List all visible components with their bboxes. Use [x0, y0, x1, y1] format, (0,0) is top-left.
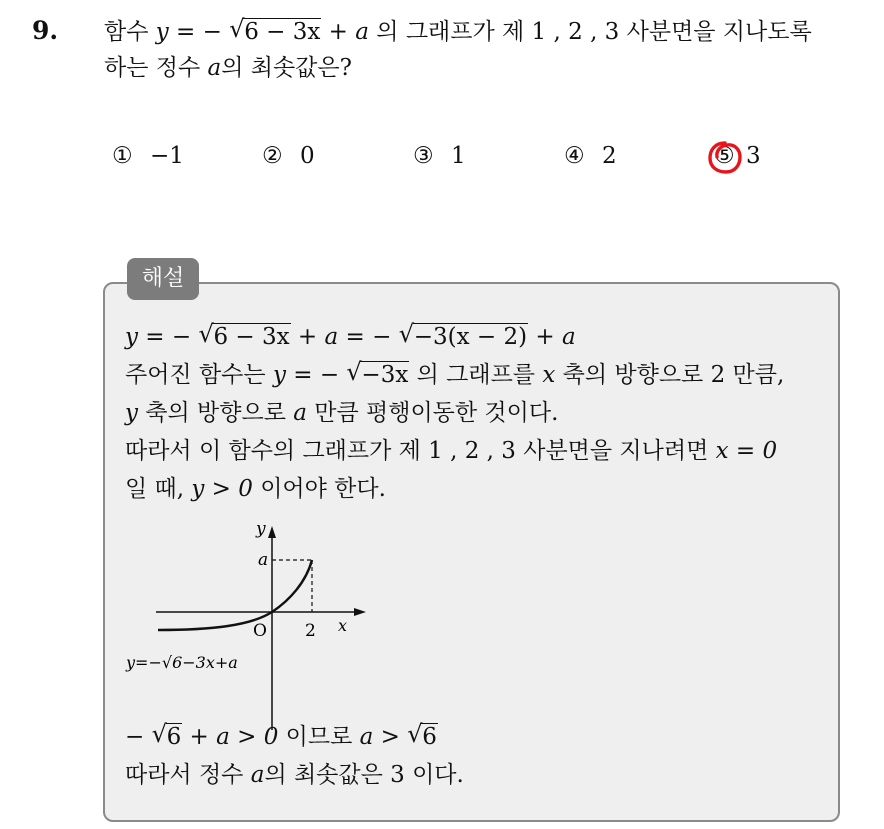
sol-l1-sqrt2 — [399, 318, 528, 356]
solution-line-4 — [125, 432, 830, 470]
sol-l1-rad2: −3(x − 2) — [413, 324, 528, 350]
sol-l2-b: y = − — [272, 362, 347, 388]
sol-l2-d: x — [542, 362, 556, 388]
sol-l6-d: a > — [359, 724, 408, 750]
sol-l2-c: 의 그래프를 — [409, 362, 543, 388]
sol-l1-c: + a — [528, 324, 576, 350]
option-2-value: 0 — [299, 143, 315, 169]
solution-line-1 — [125, 318, 830, 356]
question-intro: 함수 — [104, 19, 156, 45]
sol-l4-a: 따라서 이 함수의 그래프가 제 1 , 2 , 3 사분면을 지나려면 — [125, 438, 716, 464]
sol-l3-b: 축의 방향으로 — [138, 400, 294, 426]
option-3-value: 1 — [450, 143, 466, 169]
sol-l1-sqrt1 — [198, 318, 290, 356]
question-line-1 — [104, 14, 864, 50]
solution-line-5 — [125, 470, 830, 508]
x-tick-label: 2 — [305, 621, 316, 641]
sol-l6-c: 이므로 — [278, 724, 360, 750]
option-1-marker: ① — [112, 143, 133, 169]
solution-line-2 — [125, 356, 830, 394]
sol-l3-c: a — [293, 400, 307, 426]
sol-l3-d: 만큼 평행이동한 것이다. — [306, 400, 559, 426]
option-2[interactable] — [262, 143, 315, 169]
sol-l2-rad: −3x — [361, 362, 409, 388]
sol-l6-sqrt2 — [407, 718, 438, 756]
solution-conclusion — [125, 718, 830, 794]
option-4-value: 2 — [601, 143, 617, 169]
sol-l7-c: 의 최솟값은 3 이다. — [264, 762, 464, 788]
function-graph — [120, 518, 370, 738]
sol-l1-rad1: 6 − 3x — [213, 324, 290, 350]
origin-label: O — [253, 621, 267, 641]
option-3[interactable] — [413, 143, 466, 169]
solution-line-6 — [125, 718, 830, 756]
answer-circle-mark — [706, 138, 744, 176]
y-tick-label: a — [258, 550, 269, 570]
option-5-marker: ⑤ — [714, 143, 735, 169]
sol-l1-a: y = − — [125, 324, 199, 350]
sol-l6-rad: 6 — [166, 724, 182, 750]
func-sqrt — [229, 14, 321, 50]
sol-l4-b: x = 0 — [715, 438, 778, 464]
solution-tag: 해설 — [127, 258, 199, 300]
option-2-marker: ② — [262, 143, 283, 169]
option-4-marker: ④ — [564, 143, 585, 169]
func-plus: + — [321, 19, 356, 45]
sol-l6-a: − — [125, 724, 152, 750]
question-number: 9. — [32, 16, 59, 45]
y-axis-label: y — [256, 519, 266, 539]
question-line2-post: 의 최솟값은? — [221, 55, 352, 81]
question-text — [104, 14, 864, 86]
question-condition: 의 그래프가 제 1 , 2 , 3 사분면을 지나도록 — [369, 19, 812, 45]
curve-label — [125, 653, 238, 672]
solution-line-3 — [125, 394, 830, 432]
sol-l5-b: y > 0 — [191, 476, 253, 502]
sol-l7-a: 따라서 정수 — [125, 762, 251, 788]
sol-l3-a: y — [125, 400, 138, 426]
question-line2-pre: 하는 정수 — [104, 55, 208, 81]
sol-l6-b: + a > 0 — [182, 724, 279, 750]
function-curve — [158, 560, 312, 630]
x-axis-arrow-icon — [354, 608, 366, 616]
option-4[interactable] — [564, 143, 617, 169]
sol-l5-c: 이어야 한다. — [252, 476, 386, 502]
curve-label-root: √ — [161, 653, 173, 672]
func-a: a — [355, 19, 369, 45]
y-axis-arrow-icon — [268, 526, 276, 538]
question-a: a — [207, 55, 222, 81]
func-eq: = − — [168, 19, 230, 45]
sol-l2-e: 축의 방향으로 2 만큼, — [555, 362, 785, 388]
question-line-2 — [104, 50, 864, 86]
option-5-value: 3 — [745, 143, 761, 169]
sol-l7-b: a — [250, 762, 265, 788]
func-lhs: y — [155, 19, 169, 45]
sol-l2-a: 주어진 함수는 — [125, 362, 273, 388]
curve-label-rad: 6−3x — [172, 653, 215, 672]
option-3-marker: ③ — [413, 143, 434, 169]
solution-text — [125, 318, 830, 508]
sol-l6-sqrt — [152, 718, 183, 756]
curve-label-pre: y=− — [126, 653, 162, 672]
option-1[interactable] — [112, 143, 184, 169]
sol-l1-b: + a = − — [290, 324, 399, 350]
option-1-value: −1 — [149, 143, 184, 169]
curve-label-post: +a — [214, 653, 238, 672]
sol-l6-rad2: 6 — [422, 724, 437, 750]
sol-l2-sqrt — [346, 356, 409, 394]
solution-line-7 — [125, 756, 830, 794]
func-radicand: 6 − 3x — [244, 19, 321, 45]
x-axis-label: x — [338, 616, 348, 635]
sol-l5-a: 일 때, — [125, 476, 192, 502]
